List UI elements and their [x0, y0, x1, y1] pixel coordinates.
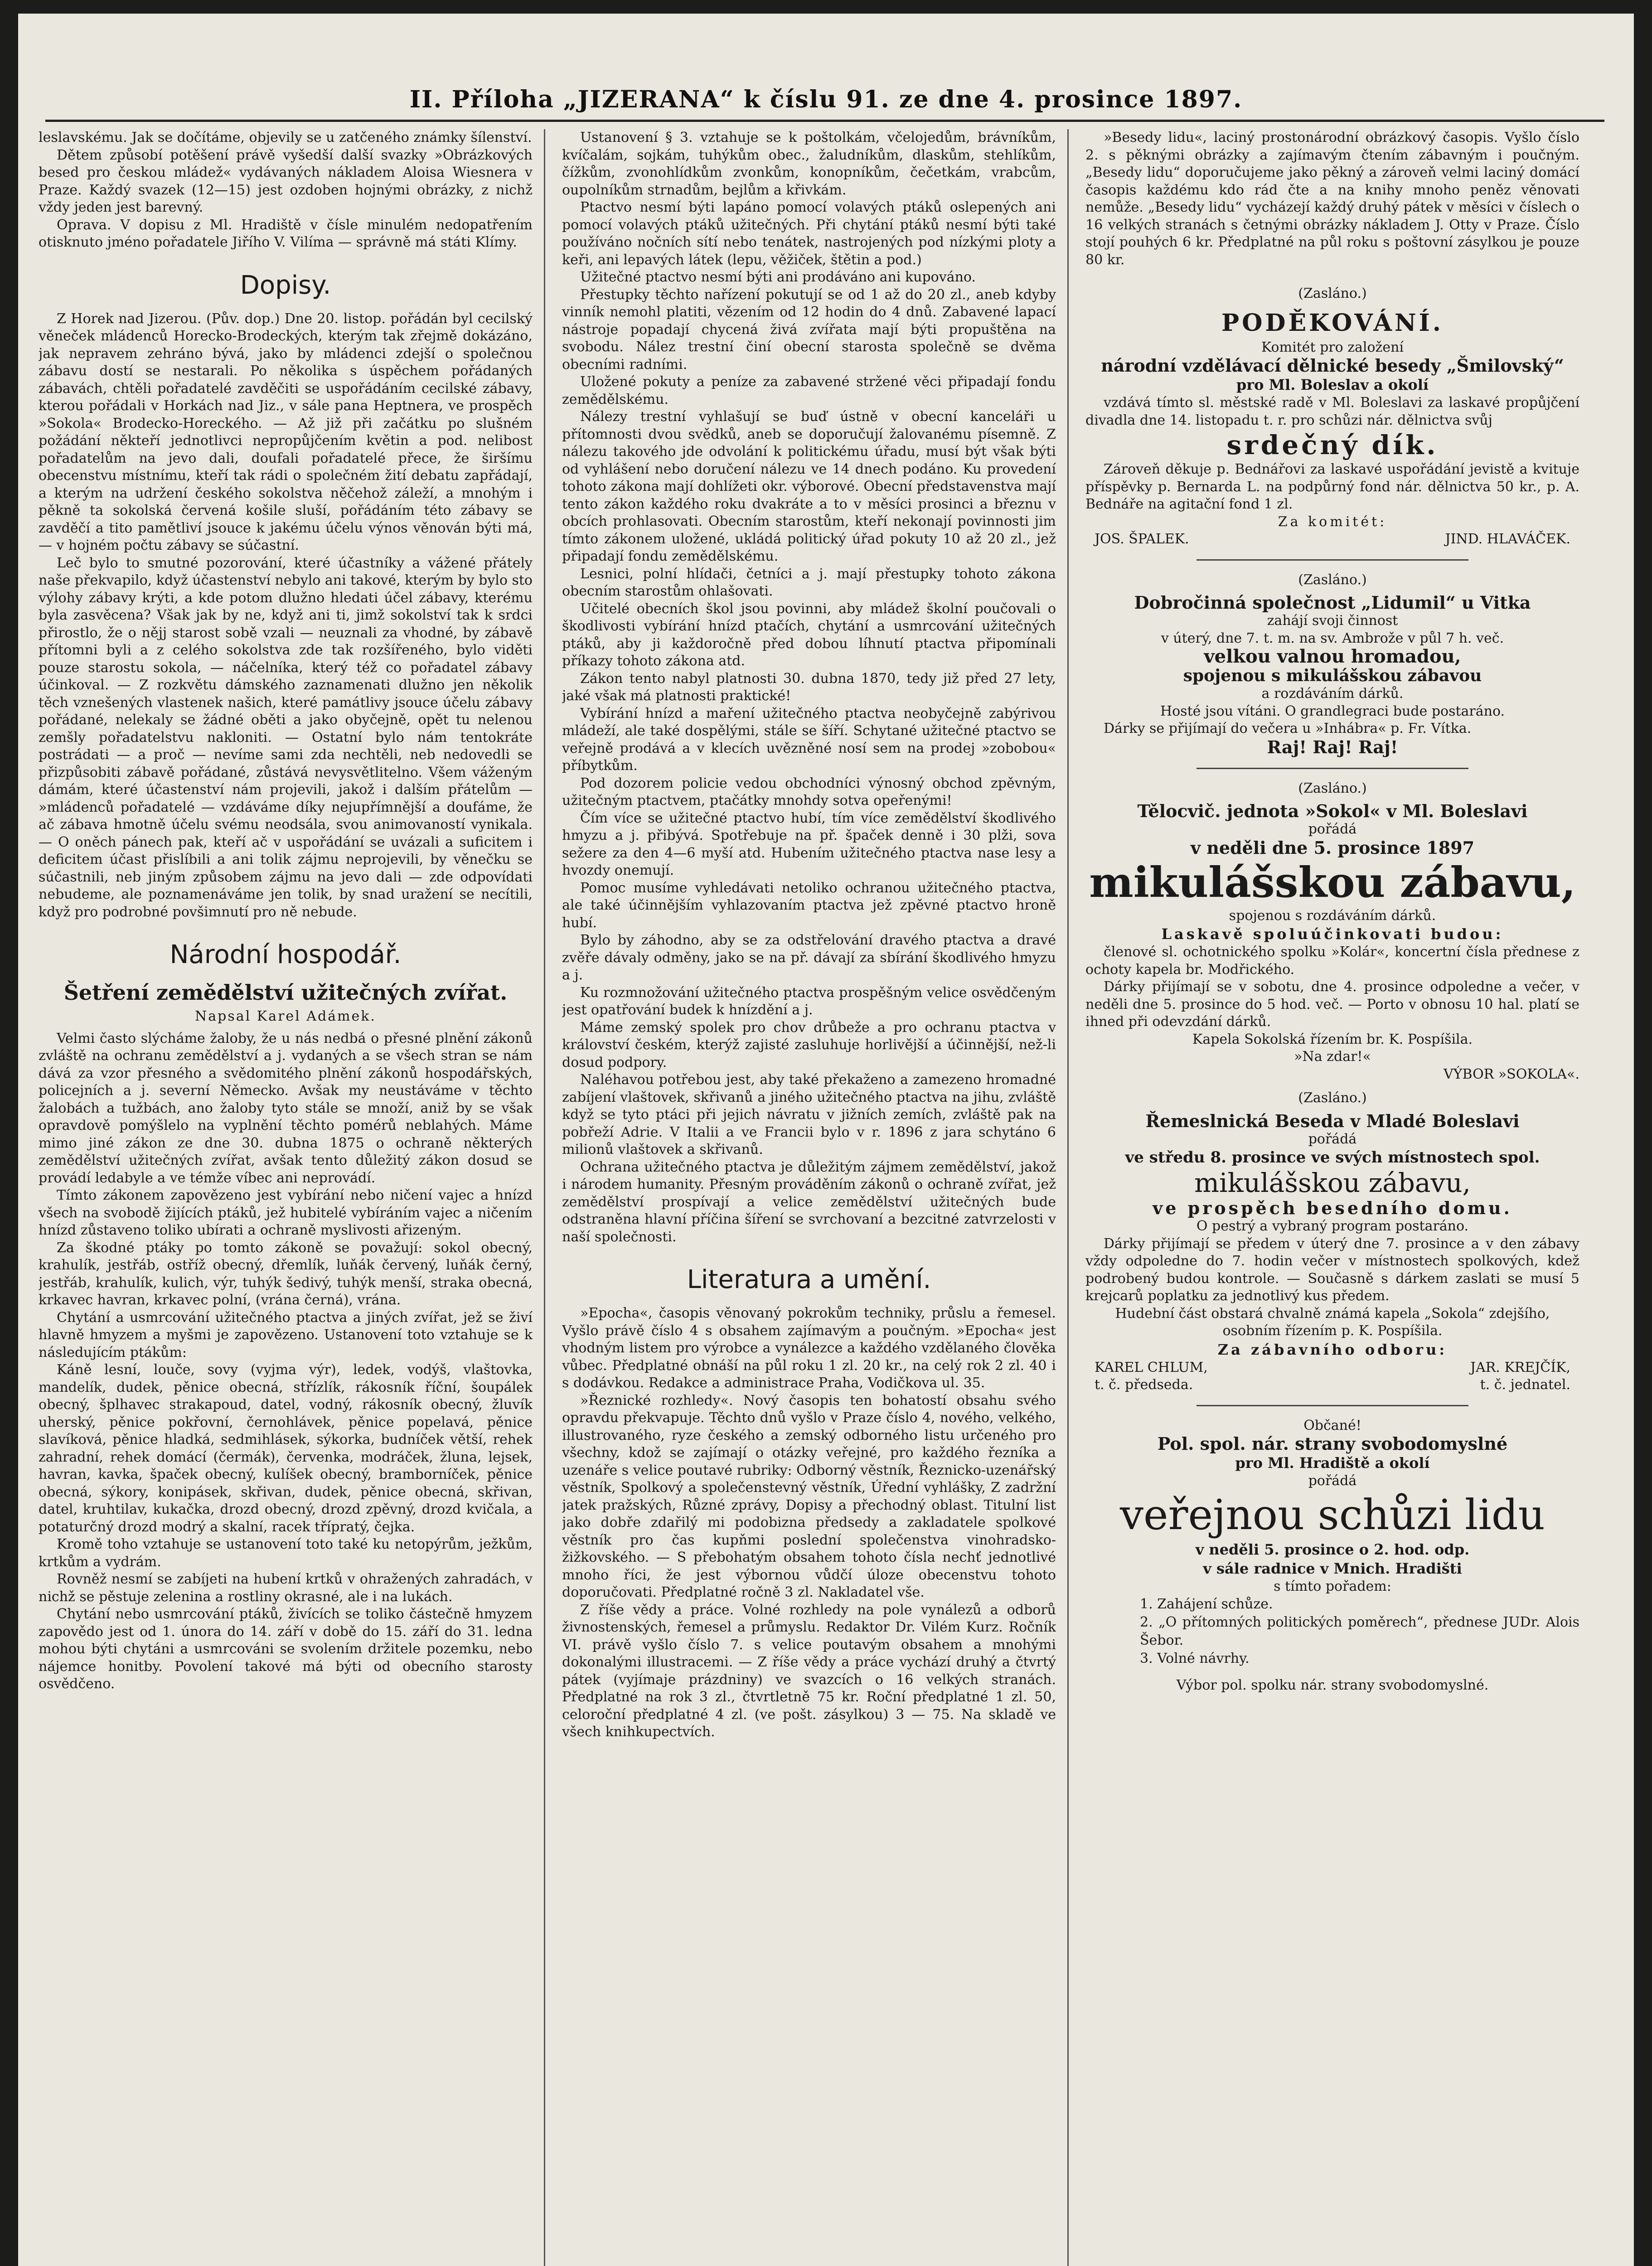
ad-signatures	[1085, 1359, 1579, 1377]
agenda-item: 1. Zahájení schůze.	[1140, 1596, 1273, 1612]
ad-line: Za zábavního odboru:	[1217, 1341, 1448, 1358]
ad-line: Hosté jsou vítáni. O grandlegraci bude postaráno.	[1160, 703, 1505, 719]
ad-line: »Na zdar!«	[1294, 1049, 1371, 1065]
newspaper-page	[18, 14, 1634, 2266]
column-1	[39, 129, 533, 2266]
ad-line: pro Ml. Boleslav a okolí	[1236, 376, 1429, 393]
news-item: Oprava. V dopisu z Ml. Hradiště v čísle minulém nedopatřením otisknuto jméno pořadatele Jiřího V. Vilíma — správně má státi Klímy.	[39, 217, 533, 250]
article-paragraph: Velmi často slýcháme žaloby, že u nás nedbá o přesné plnění zákonů zvláště na ochranu zemědělství a j. vydaných a se všech stran se nám dává za vzor přesného a svědomitého plnění zákonů hospodářských, policejních a j. severní Německo. Avšak my neustáváme v těchto žalobách a tužbách, ano žaloby tyto stále se množí, aniž by se však opravdově pomýšlelo na vyplnění těchto pomérů neblahých. Máme mimo jiné zákon ze dne 30. dubna 1875 o ochraně některých zemědělství užitečných zvířat, avšak tento důležitý zákon dosud se provádí ledabyle a ve témže víbec ani neprovádí.	[39, 1030, 533, 1186]
article-paragraph: Za škodné ptáky po tomto zákoně se považují: sokol obecný, krahulík, jestřáb, ostříž obecný, dřemlík, luňák červený, luňák černý, jestřáb, krahulík, kulich, výr, tuhýk šedivý, tuhýk menší, straka obecná, krkavec havran, krkavec polní, (vrána černá), vrána.	[39, 1240, 533, 1308]
article-paragraph: Ptactvo nesmí býti lapáno pomocí volavých ptáků oslepených ani pomocí volavých ptáků užitečných. Při chytání ptáků nesmí býti také používáno nočních sítí nebo tenátek, nastrojených pod nízkými ploty a keři, ani lepavých látek (lepu, věžiček, štětin a pod.)	[562, 199, 1056, 268]
ad-line: v úterý, dne 7. t. m. na sv. Ambrože v půl 7 h. več.	[1161, 630, 1504, 646]
article-paragraph: Uložené pokuty a peníze za zabavené stržené věci připadají fondu zemědělskému.	[562, 374, 1056, 407]
ad-body: Dárky přijímají se předem v úterý dne 7. prosince a v den zábavy vždy odpoledne do 7. hodin večer v místnostech spolkových, kdež podrobený budou kontrole. — Současně s dárkem zaslati se musí 5 krejcarů poplatku za jednotlivý kus předem.	[1085, 1235, 1579, 1304]
news-item: leslavskému. Jak se dočítáme, objevily se u zatčeného známky šílenství.	[39, 130, 532, 145]
column-2	[562, 129, 1056, 2266]
ad-body: členové sl. ochotnického spolku »Kolár«, koncertní čísla přednese z ochoty kapela br. Modřického.	[1085, 944, 1579, 978]
ad-line: O pestrý a vybraný program postaráno.	[1196, 1218, 1469, 1234]
section-title-dopisy: Dopisy.	[240, 270, 331, 300]
ad-line: spojenou s mikulášskou zábavou	[1183, 666, 1482, 685]
article-paragraph: Máme zemský spolek pro chov drůbeže a pro ochranu ptactva v království českém, kterýž zajisté zasluhuje horlivější a účinnější, než-li dosud podpory.	[562, 1019, 1056, 1070]
ad-headline: mikulášskou zábavu,	[1194, 1167, 1471, 1198]
ad-headline: velkou valnou hromadou,	[1204, 646, 1461, 667]
ad-line: ve prospěch besedního domu.	[1153, 1198, 1512, 1218]
article-paragraph: Naléhavou potřebou jest, aby také překaženo a zamezeno hromadné zabíjení vlaštovek, skřivanů a jiného užitečného ptactva na jihu, zvláště když se tyto ptáci při jejich návratu v jižních zemích, zvláště pak na pobřeží Adrie. V Italii a ve Francii bylo v r. 1896 z jara schytáno 6 milionů vlaštovek a skřivanů.	[562, 1072, 1056, 1157]
ad-title: Řemeslnická Beseda v Mladé Boleslavi	[1145, 1110, 1520, 1131]
article-paragraph: Lesnici, polní hlídači, četníci a j. mají přestupky tohoto zákona obecním starostům ohlašovati.	[562, 566, 1056, 599]
ad-line: v neděli dne 5. prosince 1897	[1190, 837, 1475, 858]
ad-line: Laskavě spoluúčinkovati budou:	[1161, 925, 1504, 943]
ad-line: pro Ml. Hradiště a okolí	[1235, 1454, 1430, 1472]
column-divider	[1067, 129, 1069, 2266]
agenda-item: 3. Volné návrhy.	[1140, 1651, 1250, 1666]
article-paragraph: Vybírání hnízd a maření užitečného ptactva neobyčejně zabýrivou mládeží, ale také dospělými, stále se šíří. Schytané užitečné ptactvo se veřejně prodává a v klecích uvězněné nosí sem na prodej »zobobou« příbytkům.	[562, 705, 1056, 774]
article-paragraph: Pomoc musíme vyhledávati netoliko ochranou užitečného ptactva, ale také účinnějším vyhlazovaním ptactva jež zpěvné ptactvo hroně hubí.	[562, 880, 1056, 931]
ad-line: ve středu 8. prosince ve svých místnostech spol.	[1125, 1148, 1540, 1167]
ad-line: Komitét pro založení	[1261, 339, 1404, 355]
ad-signature: VÝBOR »SOKOLA«.	[1444, 1066, 1579, 1082]
letter-paragraph: Z Horek nad Jizerou. (Pův. dop.) Dne 20. listop. pořádán byl cecilský věneček mládenců Horecko-Brodeckých, kterým tak zřejmě dokázáno, jak nepravem zehráno bývá, jako by mládenci zdejší o společnou zábavu dostí se nestarali. Po několika s úspěchem pořádaných zábavách, chtěli pořadatelé zavděčiti se uspořádáním cecilské zábavy, kterou pořádali v Horkách nad Jiz., v sále pana Heptnera, ve prospěch »Sokola« Brodecko-Horeckého. — Až již při začátku po slušném požádání někteří jednotlivci nepropůjčením květin a pod. nelibost pořadatelům na jevo dali, doufali pořadatelé přece, že širšímu obecenstvu místnímu, kteří tak rádi o společném žití debatu zapřádají, a kterým na udržení českého sokolstva něčehož záleží, a mnohým i pěkně ta sokolská červená košile sluší, pořádáním této zábavy se zavděčí a tito pamětliví jsouce k jakému účelu výnos věnován býti má, — v hojném počtu zábavy se súčastní.	[39, 310, 533, 553]
news-item: Dětem způsobí potěšení právě vyšedší další svazky »Obrázkových besed pro českou mládež« vydávaných nákladem Aloisa Wiesnera v Praze. Každý svazek (12—15) jest ozdoben hojnými obrázky, z nichž vždy jeden jest barevný.	[39, 147, 533, 215]
signature-role: t. č. předseda.	[1095, 1377, 1193, 1393]
article-paragraph: Chytání nebo usmrcování ptáků, živících se toliko částečně hmyzem zapovědo jest od 1. února do 14. září v době do 15. září do 31. ledna mohou býti chytáni a usmrcováni se svolením držitele pozemku, nebo nájemce honitby. Povolení takové má býti od obecního starosty osvědčeno.	[39, 1606, 533, 1692]
zaslano-label: (Zasláno.)	[1298, 571, 1367, 588]
literature-item: Z říše vědy a práce. Volné rozhledy na pole vynálezů a odborů živnostenských, řemesel a průmyslu. Redaktor Dr. Vilém Kurz. Ročník VI. právě vyšlo číslo 7. s velice poutavým obsahem a mnohými dokonalými illustracemi. — Z říše vědy a práce vychází druhý a čtvrtý pátek (vyjímaje prázdniny) ve svazcích o 16 velkých stranách. Předplatné na rok 3 zl., čtvrtletně 75 kr. Roční předplatné 1 zl. 50, celoroční předplatné 4 zl. (ve pošt. zásylkou) 3 — 75. Na skladě ve všech knihkupectvích.	[562, 1602, 1056, 1740]
ad-headline: srdečný dík.	[1226, 430, 1439, 460]
article-paragraph: Bylo by záhodno, aby se za odstřelování dravého ptactva a dravé zvěře dávaly odměny, jako se na př. dávají za sbírání škodlivého hmyzu a j.	[562, 932, 1056, 983]
article-author: Napsal Karel Adámek.	[195, 1008, 376, 1024]
signature: KAREL CHLUM,	[1095, 1359, 1208, 1375]
ad-line: s tímto pořadem:	[1274, 1578, 1391, 1594]
ad-signatures	[1085, 531, 1579, 548]
ad-title: Pol. spol. nár. strany svobodomyslné	[1157, 1433, 1508, 1454]
header-rule	[45, 120, 1604, 122]
ad-line: Raj! Raj! Raj!	[1267, 736, 1398, 757]
zaslano-label: (Zasláno.)	[1298, 780, 1367, 796]
ad-line: a rozdáváním dárků.	[1261, 686, 1404, 702]
letter-paragraph: Leč bylo to smutné pozorování, které účastníky a vážené přátely naše překvapilo, když účastenství nebylo ani takové, kterým by bylo sto výlohy zábavy krýti, a kde potom dlužno hledati účel zábavy, kterému byla zasvěcena? Však jak by ne, když ani ti, jimž sokolství tak k srdci přirostlo, že o nějj starost sobě vzali — neuznali za vhodné, by zábavě přítomni byli a z celého sokolstva zde tak rozšířeného, bylo viděti pouze starostu sokola, — náčelníka, který též co pořadatel zábavy účinkoval. — Z rozkvětu dámského zaznamenati dlužno jen několik těch vznešených vlastenek našich, které památlivy jsouce účelu zábavy pořádané, nelekaly se žádné oběti a jako obyčejně, opět tu nelenou zemšly pořadatelstvu nakloniti. — Ostatní bylo nám tentokráte postrádati — a proč — nevíme sami zda nechtěli, neb nedovedli se přizpůsobiti zábavě pořádané, zůstává nevysvětlitelno. Všem váženým dámám, které účastenství nám projevili, jakož i dalším přátelům — »mládenců pořadatelé — vzdáváme díky nejupřímnější a doufáme, že ač zábava hmotně účelu svému neodsála, svou animovaností vynikala. — O oněch pánech pak, kteří ač v uspořádání se uvázali a suficitem i deficitem účast přislíbili a ani tolik zájmu neprojevili, by věnečku se súčastnili, neb jiným způsobem zájmu na jevo dali — zde odpovídati nebudeme, ale poznamenáváme jen tolik, by snad uražení se necítili, když pro podrobné povšimnutí pro ně nebude.	[39, 555, 533, 920]
agenda-item: 2. „O přítomných politických poměrech“, přednese JUDr. Alois Šebor.	[1140, 1614, 1579, 1648]
signature: JOS. ŠPALEK.	[1095, 531, 1189, 547]
column-3	[1085, 129, 1579, 2266]
signature: JIND. HLAVÁČEK.	[1445, 531, 1570, 547]
article-title: Šetření zemědělství užitečných zvířat.	[63, 980, 508, 1005]
article-paragraph: Zákon tento nabyl platnosti 30. dubna 1870, tedy již před 27 lety, jaké však má platnosti praktické!	[562, 670, 1056, 704]
article-paragraph: Pod dozorem policie vedou obchodníci výnosný obchod zpěvným, užitečným ptactvem, ptačátky mnohdy sotva opeřenými!	[562, 775, 1056, 809]
article-paragraph: Tímto zákonem zapovězeno jest vybírání nebo ničení vajec a hnízd všech na svobodě žijících ptáků, jež hubitelé vybíráním vajec a ničením hnízd zůstaveno toliko ubírati a ochraně myslivosti ařizeným.	[39, 1187, 533, 1238]
ad-title: PODĚKOVÁNÍ.	[1221, 309, 1444, 337]
ad-body: Dárky přijímají se v sobotu, dne 4. prosince odpoledne a večer, v neděli dne 5. prosince do 5 hod. več. — Porto v obnosu 10 hal. platí se ihned při odevzdání dárků.	[1085, 979, 1579, 1030]
ad-headline: veřejnou schůzi lidu	[1120, 1490, 1545, 1539]
ad-title: Dobročinná společnost „Lidumil“ u Vitka	[1134, 592, 1531, 613]
page-header: II. Příloha „JIZERANA“ k číslu 91. ze dne 4. prosince 1897.	[409, 86, 1243, 113]
divider	[1197, 1405, 1468, 1406]
article-paragraph: Čím více se užitečné ptactvo hubí, tím více zemědělství škodlivého hmyzu a j. přibývá. Spotřebuje na př. špaček denně i 30 plži, sova sežere za den 4—6 myší atd. Hubením užitečného ptactva nase lesy a hvozdy onemují.	[562, 810, 1056, 878]
ad-body: Zároveň děkuje p. Bednářovi za laskavé uspořádání jevistě a kvituje příspěvky p. Bernarda L. na podpůrný fond nár. dělnictva 50 kr., p. A. Bednáře na agitační fond 1 zl.	[1085, 461, 1579, 512]
ad-line: Občané!	[1303, 1417, 1361, 1433]
zaslano-label: (Zasláno.)	[1298, 1090, 1367, 1106]
agenda-list	[1085, 1595, 1579, 1668]
ad-line: v neděli 5. prosince o 2. hod. odp.	[1195, 1540, 1470, 1558]
signature: JAR. KREJČÍK,	[1470, 1359, 1570, 1375]
ad-line: Za komitét:	[1278, 513, 1387, 530]
column-divider	[544, 129, 545, 2266]
zaslano-label: (Zasláno.)	[1298, 286, 1367, 301]
section-title-economy: Národní hospodář.	[170, 940, 402, 969]
literature-item: »Řeznické rozhledy«. Nový časopis ten bohatostí obsahu svého opravdu překvapuje. Těchto dnů vyšlo v Praze číslo 4, nového, velkého, illustrovaného, ryze českého a zemský odborného listu určeného pro všechny, kdož se zajímají o otázky veřejné, pro každého řezníka a uzenáře s velice poutavé rubriky: Odborný věstník, Řeznicko-uzenářský věstník, Spolkový a společenstevný věstník, Úřední vyhlášky, Z zadržní jatek pražských, Různé zprávy, Dopisy a přechodný oblast. Titulní list jako dobře zdařilý mi podobizna předsedy a zakladatele spolkové věstník pro čas kupňmi poslední společenstva vinohradsko-žižkovského. — S přebohatým obsahem tohoto čísla nechť jednotlivé mnoho říci, že jest výbornou vůdčí úloze obecenstvu tohoto doporučovati. Předplatné ročně 3 zl. Nakladatel vše.	[562, 1392, 1056, 1600]
article-paragraph: Ku rozmnožování užitečného ptactva prospěšným velice osvědčeným jest opatřování budek k hnízdění a j.	[562, 984, 1056, 1018]
article-paragraph: Ustanovení § 3. vztahuje se k poštolkám, včelojedům, brávníkům, kvíčalám, sojkám, tuhýkům obec., žaludníkům, dlaskům, stehlíkům, čížkům, zvonohlídkům zvonkům, konopníkům, čečetkám, vrabcům, oupolníkům strnadům, bejlům a křivkám.	[562, 130, 1056, 198]
article-paragraph: Rovněž nesmí se zabíjeti na hubení krtků v ohražených zahradách, v nichž se pěstuje zelenina a rostliny okrasné, ale i na lukách.	[39, 1571, 533, 1605]
article-paragraph: Nálezy trestní vyhlašují se buď ústně v obecní kanceláři u přítomnosti dvou svědků, aneb se doporučují žalovanému písemně. Z nálezu takového jde odvolání k politickému úřadu, musí být však býti od vyhlášení nebo doručení nálezu ve 14 dnech podáno. Ku provedení tohoto zákona mají dohlížeti okr. výborové. Obecní představenstva mají tento zákon každého roku dvakráte a to v měsíci prosinci a březnu v obcích prohlasovati. Obecním starostům, kteří nekonají povinnosti jim tímto zákonem uložené, ukládá politický úřad pokuty 10 až 20 zl., jež připadají fondu zemědělskému.	[562, 409, 1056, 564]
article-paragraph: Chytání a usmrcování užitečného ptactva a jiných zvířat, jež se živí hlavně hmyzem a myšmi je zapovězeno. Ustanovení toto vztahuje se k následujícím ptákům:	[39, 1309, 533, 1361]
ad-signature: Výbor pol. spolku nár. strany svobodomyslné.	[1176, 1677, 1489, 1693]
ad-line: pořádá	[1308, 821, 1357, 837]
article-paragraph: Učitelé obecních škol jsou povinni, aby mládež školní poučovali o škodlivosti vybírání hnízd ptačích, chytání a usmrcování užitečných ptáků, aby ji každoročně před dobou líhnutí ptactva připomínali příkazy tohoto zákona atd.	[562, 600, 1056, 669]
ad-line: Kapela Sokolská řízením br. K. Pospíšila.	[1192, 1031, 1473, 1047]
signature-role: t. č. jednatel.	[1480, 1377, 1570, 1393]
ad-line: zahájí svoji činnost	[1267, 613, 1398, 629]
article-paragraph: Káně lesní, louče, sovy (vyjma výr), ledek, vodýš, vlaštovka, mandelík, dudek, pěnice obecná, střízlík, rákosník říční, šoupálek obecný, šplhavec strakapoud, datel, vodný, rákosník obecný, žluvík uherský, pěnice pokřovní, černohlávek, pěnice popelavá, pěnice slavíková, pěnice hladká, sedmihlásek, sýkorka, budníček větší, rehek zahradní, rehek domácí (čermák), červenka, modráček, žluna, lejsek, havran, kavka, špaček obecný, kulíšek obecný, bramborníček, pěnice obecná, sýkory, konipásek, skřivan, dudek, pěnice obecná, skřivan, datel, kruhtilav, kukačka, drozd obecný, drozd zpěvný, drozd kvičala, a potaturčný drozd modrý a skalní, racek třípratý, čejka.	[39, 1362, 533, 1535]
ad-line: pořádá	[1308, 1131, 1357, 1147]
ad-headline: mikulášskou zábavu,	[1089, 857, 1576, 907]
article-paragraph: Kromě toho vztahuje se ustanovení toto také ku netopýrům, ježkům, krtkům a vydrám.	[39, 1536, 533, 1570]
ad-title: Tělocvič. jednota »Sokol« v Ml. Boleslavi	[1137, 801, 1528, 821]
ad-body: vzdává tímto sl. městské radě v Ml. Boleslavi za laskavé propůjčení divadla dne 14. listopadu t. r. pro schůzi nár. dělnictva svůj	[1085, 395, 1579, 428]
literature-item: »Epocha«, časopis věnovaný pokrokům techniky, průslu a řemesel. Vyšlo právě číslo 4 s obsahem zajímavým a poučným. »Epocha« jest vhodným listem pro výrobce a vynálezce a každého vzdělaného člověka vůbec. Předplatné obnáší na půl roku 1 zl. 20 kr., na celý rok 2 zl. 40 i s dodávkou. Redakce a administrace Praha, Vodičkova ul. 35.	[562, 1305, 1056, 1391]
ad-line: v sále radnice v Mnich. Hradišti	[1203, 1559, 1462, 1577]
divider	[1197, 768, 1468, 769]
ad-line: Dárky se přijímají do večera u »Inhábra« p. Fr. Vítka.	[1104, 721, 1472, 736]
section-title-literature: Literatura a umění.	[687, 1265, 931, 1294]
ad-line: Hudební část obstará chvalně známá kapela „Sokola“ zdejšího, osobním řízením p. K. Pospíšila.	[1115, 1305, 1550, 1339]
ad-line: spojenou s rozdáváním dárků.	[1229, 907, 1436, 924]
ad-line: pořádá	[1308, 1473, 1357, 1489]
article-paragraph: Přestupky těchto nařízení pokutují se od 1 až do 20 zl., aneb kdyby vinník nemohl platiti, vězením od 12 hodin do 4 dnů. Zabavené lapací nástroje popadají chycená živá zvířata mají býti propuštěna na svobodu. Nález trestní činí obecní starosta společně se dvěma obecními radními.	[562, 286, 1056, 373]
ad-line: národní vzdělávací dělnické besedy „Šmilovský“	[1101, 355, 1564, 376]
article-paragraph: Ochrana užitečného ptactva je důležitým zájmem zemědělství, jakož i národem humanity. Přesným prováděním zákonů o ochraně zvířat, jež zemědělství prospívají a velice zemědělství užitečných bude odstraněna hlavní příčina šíření se svrchovaní a bezcitné zatvrzelosti v naší společnosti.	[562, 1159, 1056, 1245]
ad-signatures	[1085, 1376, 1579, 1394]
article-paragraph: Užitečné ptactvo nesmí býti ani prodáváno ani kupováno.	[580, 269, 976, 285]
divider	[1197, 559, 1468, 561]
news-item: »Besedy lidu«, laciný prostonárodní obrázkový časopis. Vyšlo číslo 2. s pěknými obrázky a zajímavým čtením zábavným i poučným. „Besedy lidu“ doporučujeme jako pěkný a zároveň velmi laciný domácí časopis každému kdo rád čte a na knihy mnoho peněz věnovati nemůže. „Besedy lidu“ vycházejí každý druhý pátek v měsíci v číslech o 16 velkých stranách s četnými obrázky nákladem J. Otty v Praze. Číslo stojí pouhých 6 kr. Předplatné na půl roku s poštovní zásylkou je pouze 80 kr.	[1085, 130, 1579, 268]
